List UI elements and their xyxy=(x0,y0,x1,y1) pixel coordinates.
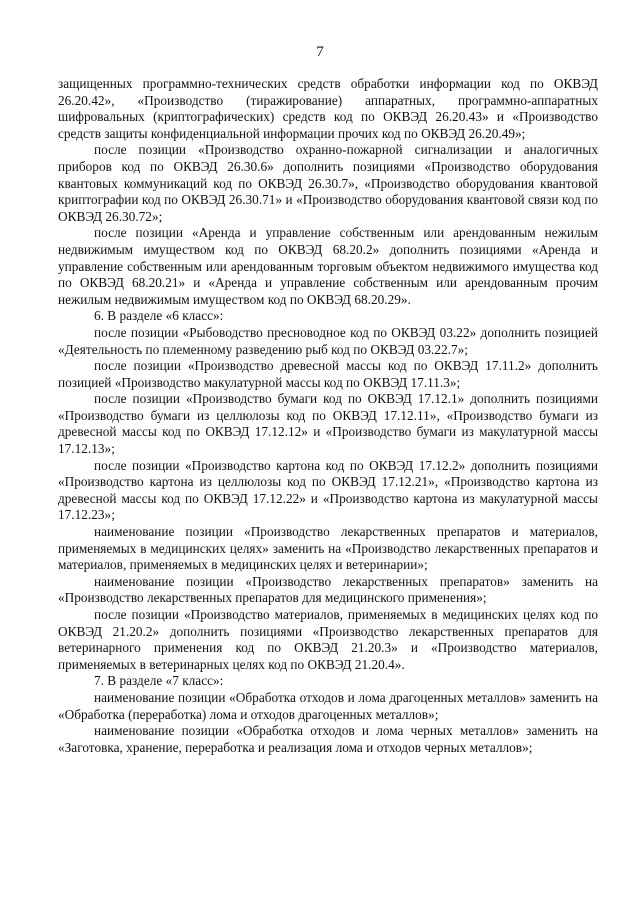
paragraph: наименование позиции «Производство лекарственных препаратов и материалов, применяемых в медицинских целях» заменить на «Производство лекарственных препаратов и материалов, применяемых в медицинских целях и ветеринарии»; xyxy=(58,524,598,573)
section-heading: 7. В разделе «7 класс»: xyxy=(94,673,224,689)
paragraph: наименование позиции «Обработка отходов и лома черных металлов» заменить на «Заготовка, хранение, переработка и реализация лома и отходов черных металлов»; xyxy=(58,723,598,755)
paragraph: наименование позиции «Производство лекарственных препаратов» заменить на «Производство лекарственных препаратов для медицинского применения»; xyxy=(58,573,598,606)
paragraph: после позиции «Производство картона код по ОКВЭД 17.12.2» дополнить позициями «Производство картона из целлюлозы код по ОКВЭД 17.12.21», «Производство картона из древесной массы код по ОКВЭД 17.12.22» и «Производство картона из макулатурной массы 17.12.23»; xyxy=(58,457,598,523)
document-body xyxy=(58,76,598,756)
page-number: 7 xyxy=(316,44,324,60)
paragraph: после позиции «Производство материалов, применяемых в медицинских целях код по ОКВЭД 21.20.2» дополнить позициями «Производство лекарственных препаратов для ветеринарного применения код по ОКВЭД 21.20.3» и «Производство материалов, применяемых в ветеринарных целях код по ОКВЭД 21.20.4». xyxy=(58,607,598,672)
paragraph: после позиции «Аренда и управление собственным или арендованным нежилым недвижимым имуществом код по ОКВЭД 68.20.2» дополнить позициями «Аренда и управление собственным или арендованным торговым объектом недвижимого имущества код по ОКВЭД 68.20.21» и «Аренда и управление собственным или арендованным прочим нежилым недвижимым имуществом код по ОКВЭД 68.20.29». xyxy=(58,225,598,307)
paragraph: после позиции «Производство бумаги код по ОКВЭД 17.12.1» дополнить позициями «Производство бумаги из целлюлозы код по ОКВЭД 17.12.11», «Производство бумаги из древесной массы код по ОКВЭД 17.12.12» и «Производство бумаги из макулатурной массы 17.12.13»; xyxy=(58,391,598,457)
paragraph: после позиции «Производство охранно-пожарной сигнализации и аналогичных приборов код по ОКВЭД 26.30.6» дополнить позициями «Производство оборудования квантовых коммуникаций код по ОКВЭД 26.30.7», «Производство оборудования квантовой криптографии код по ОКВЭД 26.30.71» и «Производство оборудования квантовой связи код по ОКВЭД 26.30.72»; xyxy=(58,142,598,224)
paragraph: после позиции «Производство древесной массы код по ОКВЭД 17.11.2» дополнить позицией «Производство макулатурной массы код по ОКВЭД 17.11.3»; xyxy=(58,358,598,390)
paragraph: защищенных программно-технических средств обработки информации код по ОКВЭД 26.20.42», «Производство (тиражирование) аппаратных, программно-аппаратных шифровальных (криптографических) средств код по ОКВЭД 26.20.43» и «Производство средств защиты конфиденциальной информации прочих код по ОКВЭД 26.20.49»; xyxy=(58,76,598,141)
paragraph: наименование позиции «Обработка отходов и лома драгоценных металлов» заменить на «Обработка (переработка) лома и отходов драгоценных металлов»; xyxy=(58,689,598,722)
paragraph: после позиции «Рыбоводство пресноводное код по ОКВЭД 03.22» дополнить позицией «Деятельность по племенному разведению рыб код по ОКВЭД 03.22.7»; xyxy=(58,324,598,357)
section-heading: 6. В разделе «6 класс»: xyxy=(94,308,224,324)
